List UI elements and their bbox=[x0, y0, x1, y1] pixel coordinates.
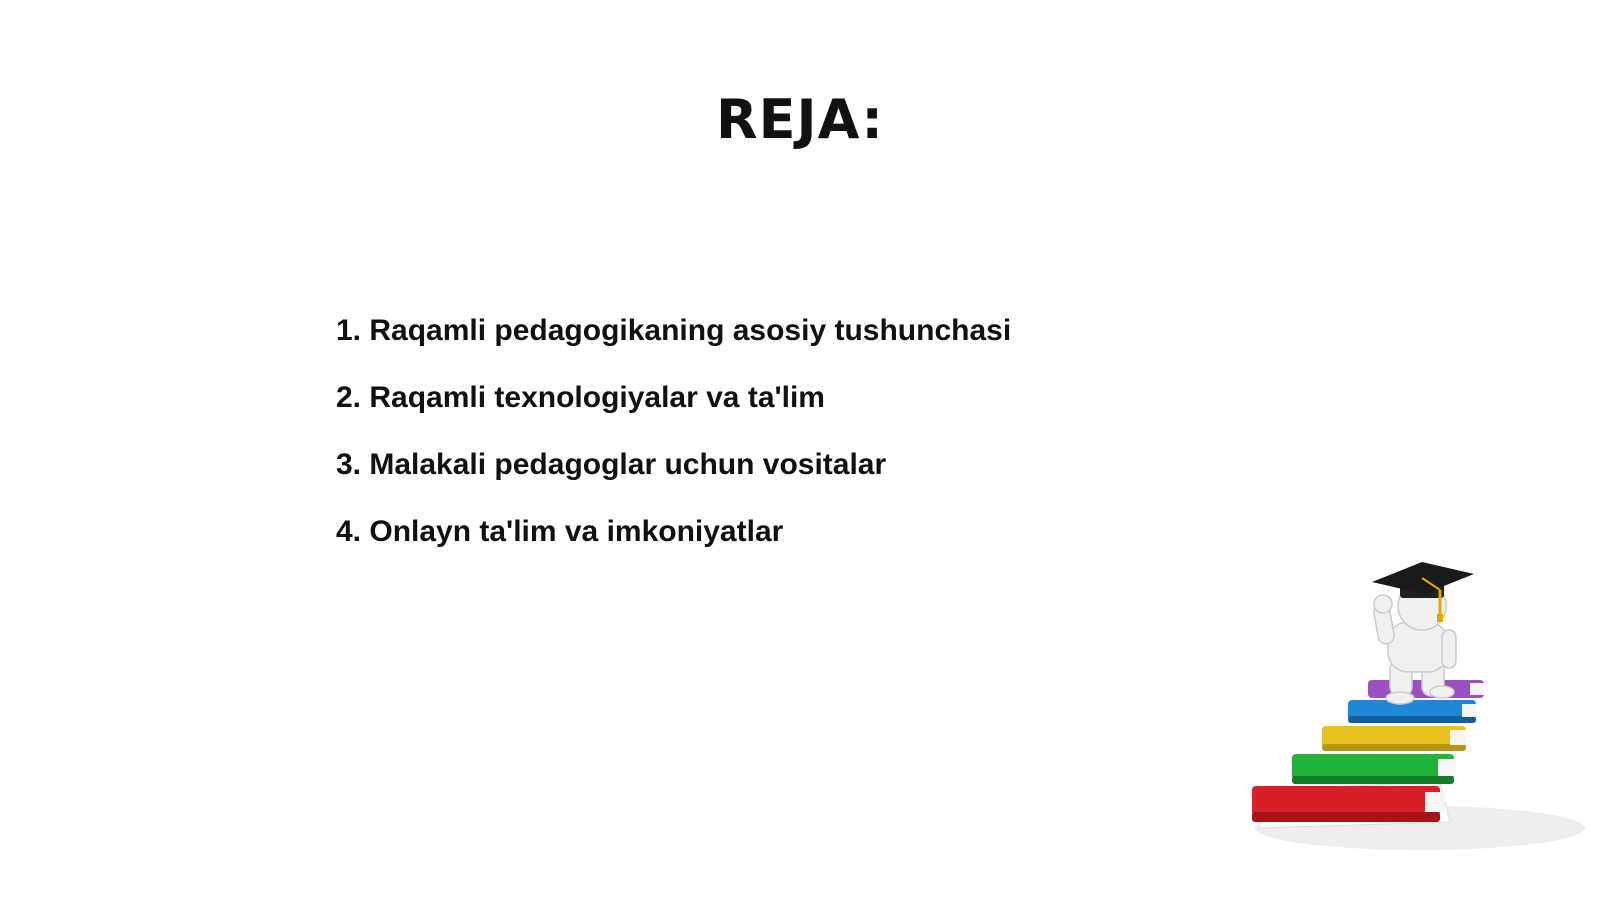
green-book bbox=[1292, 754, 1456, 784]
plan-item-4: 4. Onlayn ta'lim va imkoniyatlar bbox=[336, 515, 784, 548]
plan-item-1: 1. Raqamli pedagogikaning asosiy tushunchasi bbox=[336, 314, 1012, 347]
red-book bbox=[1252, 782, 1450, 828]
slide-title: REJA: bbox=[716, 88, 884, 151]
blue-book bbox=[1348, 700, 1476, 723]
plan-item-2: 2. Raqamli texnologiyalar va ta'lim bbox=[336, 381, 825, 414]
plan-item-3: 3. Malakali pedagoglar uchun vositalar bbox=[336, 448, 887, 481]
graduate-on-books-icon bbox=[1250, 560, 1600, 890]
yellow-book bbox=[1322, 726, 1466, 751]
plan-list bbox=[336, 314, 1011, 582]
